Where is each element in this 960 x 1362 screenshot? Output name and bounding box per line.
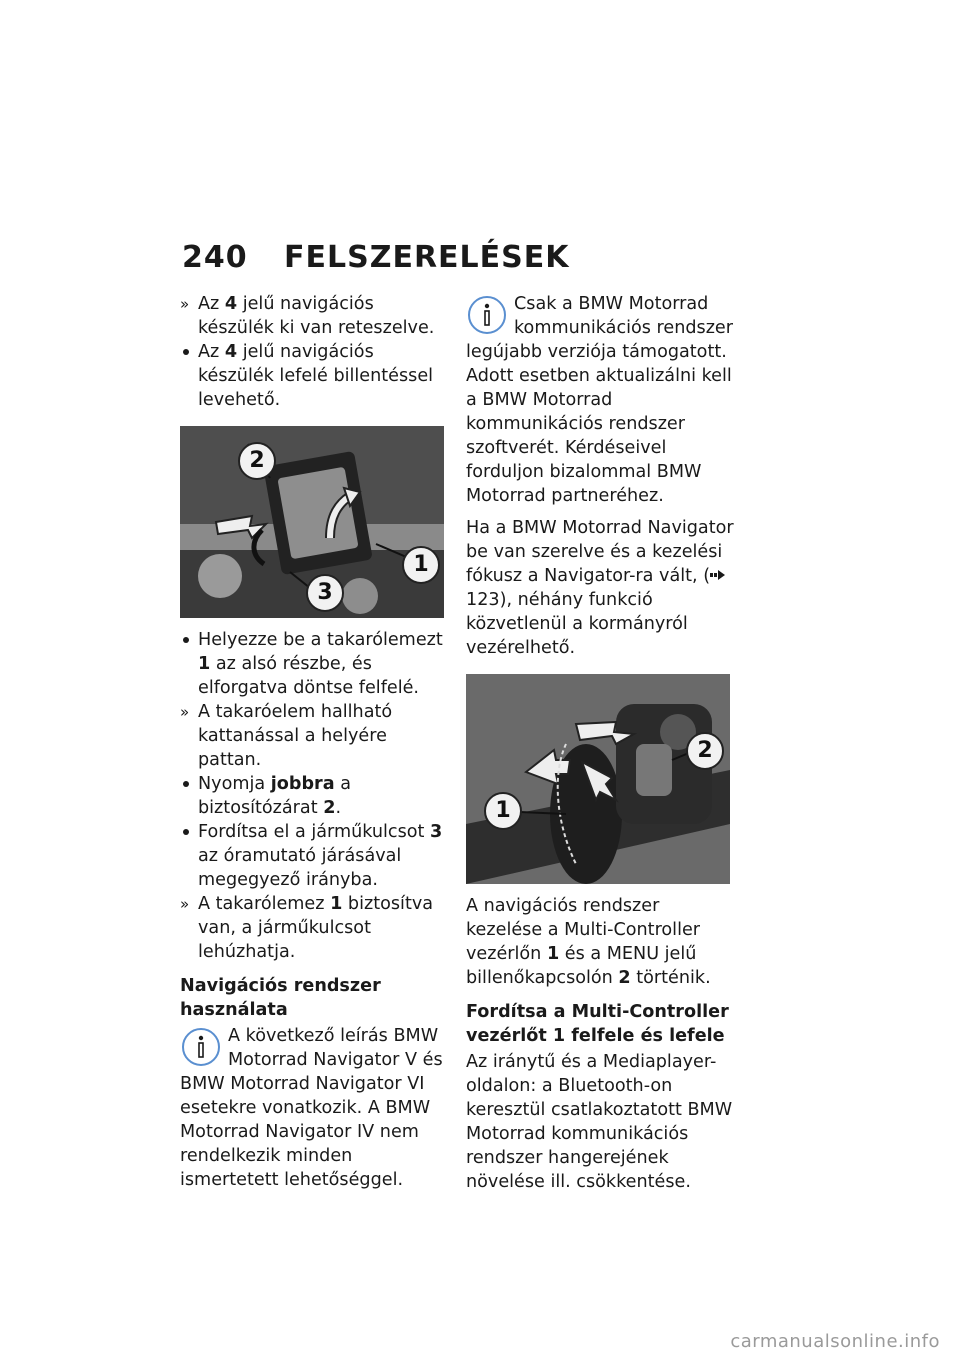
volume-paragraph: Az iránytű és a Mediaplayer-oldalon: a Bluetooth-on keresztül csatlakoztatott BMW Motorrad kommunikációs rendszer hangerejének növelése ill. csökkentése. [466, 1052, 733, 1192]
instruction-step [180, 820, 448, 892]
text-run: az óramutató járásával megegyező irányba. [198, 846, 402, 890]
text-run: Az [198, 342, 225, 362]
result-marker: » [180, 295, 190, 313]
instruction-step [180, 772, 448, 820]
left-instruction-list-2 [180, 628, 448, 964]
text-run: Nyomja [198, 774, 271, 794]
page-number: 240 [182, 240, 248, 275]
controller-paragraph [466, 894, 734, 990]
info-note-left-text: A következő leírás BMW Motorrad Navigator V és BMW Motorrad Navigator VI esetekre vonatkozik. A BMW Motorrad Navigator IV nem rendelkezik minden ismertetett lehetőséggel. [180, 1026, 443, 1190]
callout-1: 1 [402, 546, 440, 584]
text-run: A takarólemez [198, 894, 331, 914]
multi-controller-photo [466, 674, 730, 884]
text-run: Az [198, 294, 225, 314]
text-run: és a MENU jelű billenőkapcsolón [466, 944, 697, 988]
left-column [180, 292, 448, 1192]
bold-ref: 1 [198, 654, 211, 674]
text-run: a biztosítózárat [198, 774, 351, 818]
result-marker: » [180, 703, 190, 721]
mount-rotation-photo [180, 426, 444, 618]
text-run: biztosítva van, a járműkulcsot lehúzhatja. [198, 894, 434, 962]
result-marker: » [180, 895, 190, 913]
text-run: jelű navigációs készülék lefelé billentéssel levehető. [198, 342, 434, 410]
text-run: A takaróelem hallható kattanással a helyére pattan. [198, 702, 393, 770]
text-run: Helyezze be a takarólemezt [198, 630, 443, 650]
text-run: történik. [630, 968, 711, 988]
navigator-paragraph-start: Ha a BMW Motorrad Navigator be van szerelve és a kezelési fókusz a Navigator-ra vált, ( [466, 518, 734, 586]
text-run: A navigációs rendszer kezelése a Multi-Controller vezérlőn [466, 896, 701, 964]
text-run: Fordítsa el a járműkulcsot [198, 822, 431, 842]
bold-ref: 1 [330, 894, 343, 914]
bold-ref: 2 [323, 798, 336, 818]
instruction-result [180, 892, 448, 964]
watermark: carmanualsonline.info [730, 1331, 940, 1352]
instruction-result [180, 700, 448, 772]
bold-ref: 2 [618, 968, 631, 988]
navigator-paragraph-end: ), néhány funkció közvetlenül a kormányról vezérelhető. [466, 590, 688, 658]
page-reference-link[interactable]: 123 [466, 590, 500, 610]
callout-2: 2 [686, 732, 724, 770]
info-icon [466, 294, 508, 336]
navigator-paragraph [466, 516, 734, 660]
page-reference-arrow-icon [710, 564, 728, 588]
instruction-step [180, 628, 448, 700]
text-run: az alsó részbe, és elforgatva döntse felfelé. [198, 654, 420, 698]
chapter-title: FELSZERELÉSEK [284, 240, 570, 275]
bold-ref: 3 [430, 822, 443, 842]
info-note-right-text: Csak a BMW Motorrad kommunikációs rendszer legújabb verziója támogatott. Adott esetben aktualizálni kell a BMW Motorrad kommunikációs rendszer szoftverét. Kérdéseivel forduljon bizalommal BMW Motorrad partneréhez. [466, 294, 733, 506]
instruction-step [180, 340, 448, 412]
text-run: . [335, 798, 342, 818]
bold-ref: jobbra [270, 774, 335, 794]
section-heading-multi-controller: Fordítsa a Multi-Controller vezérlőt 1 felfele és lefele [466, 1002, 729, 1046]
info-note-left [180, 1024, 448, 1192]
callout-3: 3 [306, 574, 344, 612]
left-instruction-list [180, 292, 448, 412]
info-note-right [466, 292, 734, 508]
info-icon [180, 1026, 222, 1068]
callout-1: 1 [484, 792, 522, 830]
right-column [466, 292, 734, 1194]
text-run: jelű navigációs készülék ki van reteszelve. [198, 294, 435, 338]
page-header [182, 240, 570, 280]
section-heading-navigation: Navigációs rendszer használata [180, 976, 381, 1020]
bold-ref: 4 [224, 294, 238, 314]
instruction-result [180, 292, 448, 340]
controller-photo-illustration [466, 674, 730, 884]
bold-ref: 1 [546, 944, 560, 964]
bold-ref: 4 [224, 342, 238, 362]
callout-2: 2 [238, 442, 276, 480]
